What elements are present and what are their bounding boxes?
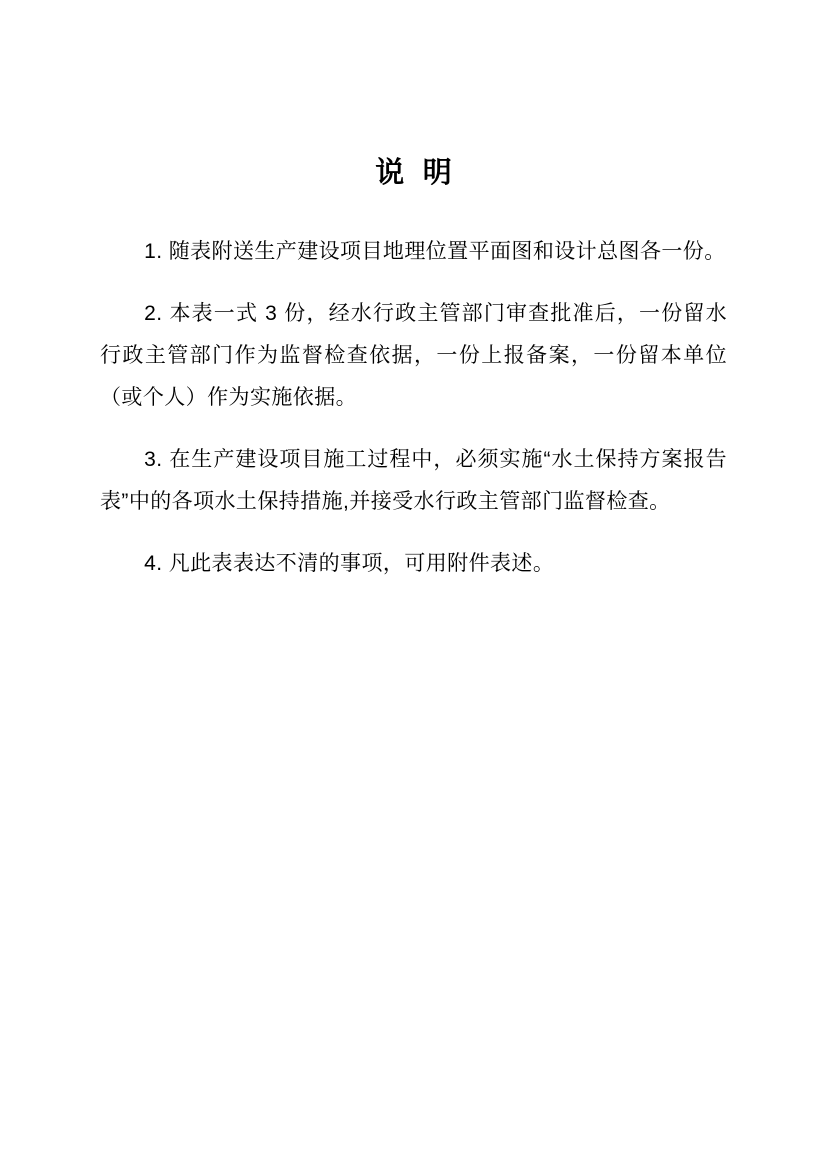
- paragraph-item-2: 2. 本表一式 3 份，经水行政主管部门审查批准后，一份留水行政主管部门作为监督检查依据，一份上报备案，一份留本单位（或个人）作为实施依据。: [100, 302, 727, 409]
- paragraph-item-1: 1. 随表附送生产建设项目地理位置平面图和设计总图各一份。: [144, 240, 726, 263]
- paragraph-item-4: 4. 凡此表表达不清的事项，可用附件表述。: [144, 552, 555, 575]
- paragraph-item-3: 3. 在生产建设项目施工过程中，必须实施“水土保持方案报告表”中的各项水土保持措施,并接受水行政主管部门监督检查。: [100, 448, 727, 513]
- page-title: 说 明: [375, 157, 457, 189]
